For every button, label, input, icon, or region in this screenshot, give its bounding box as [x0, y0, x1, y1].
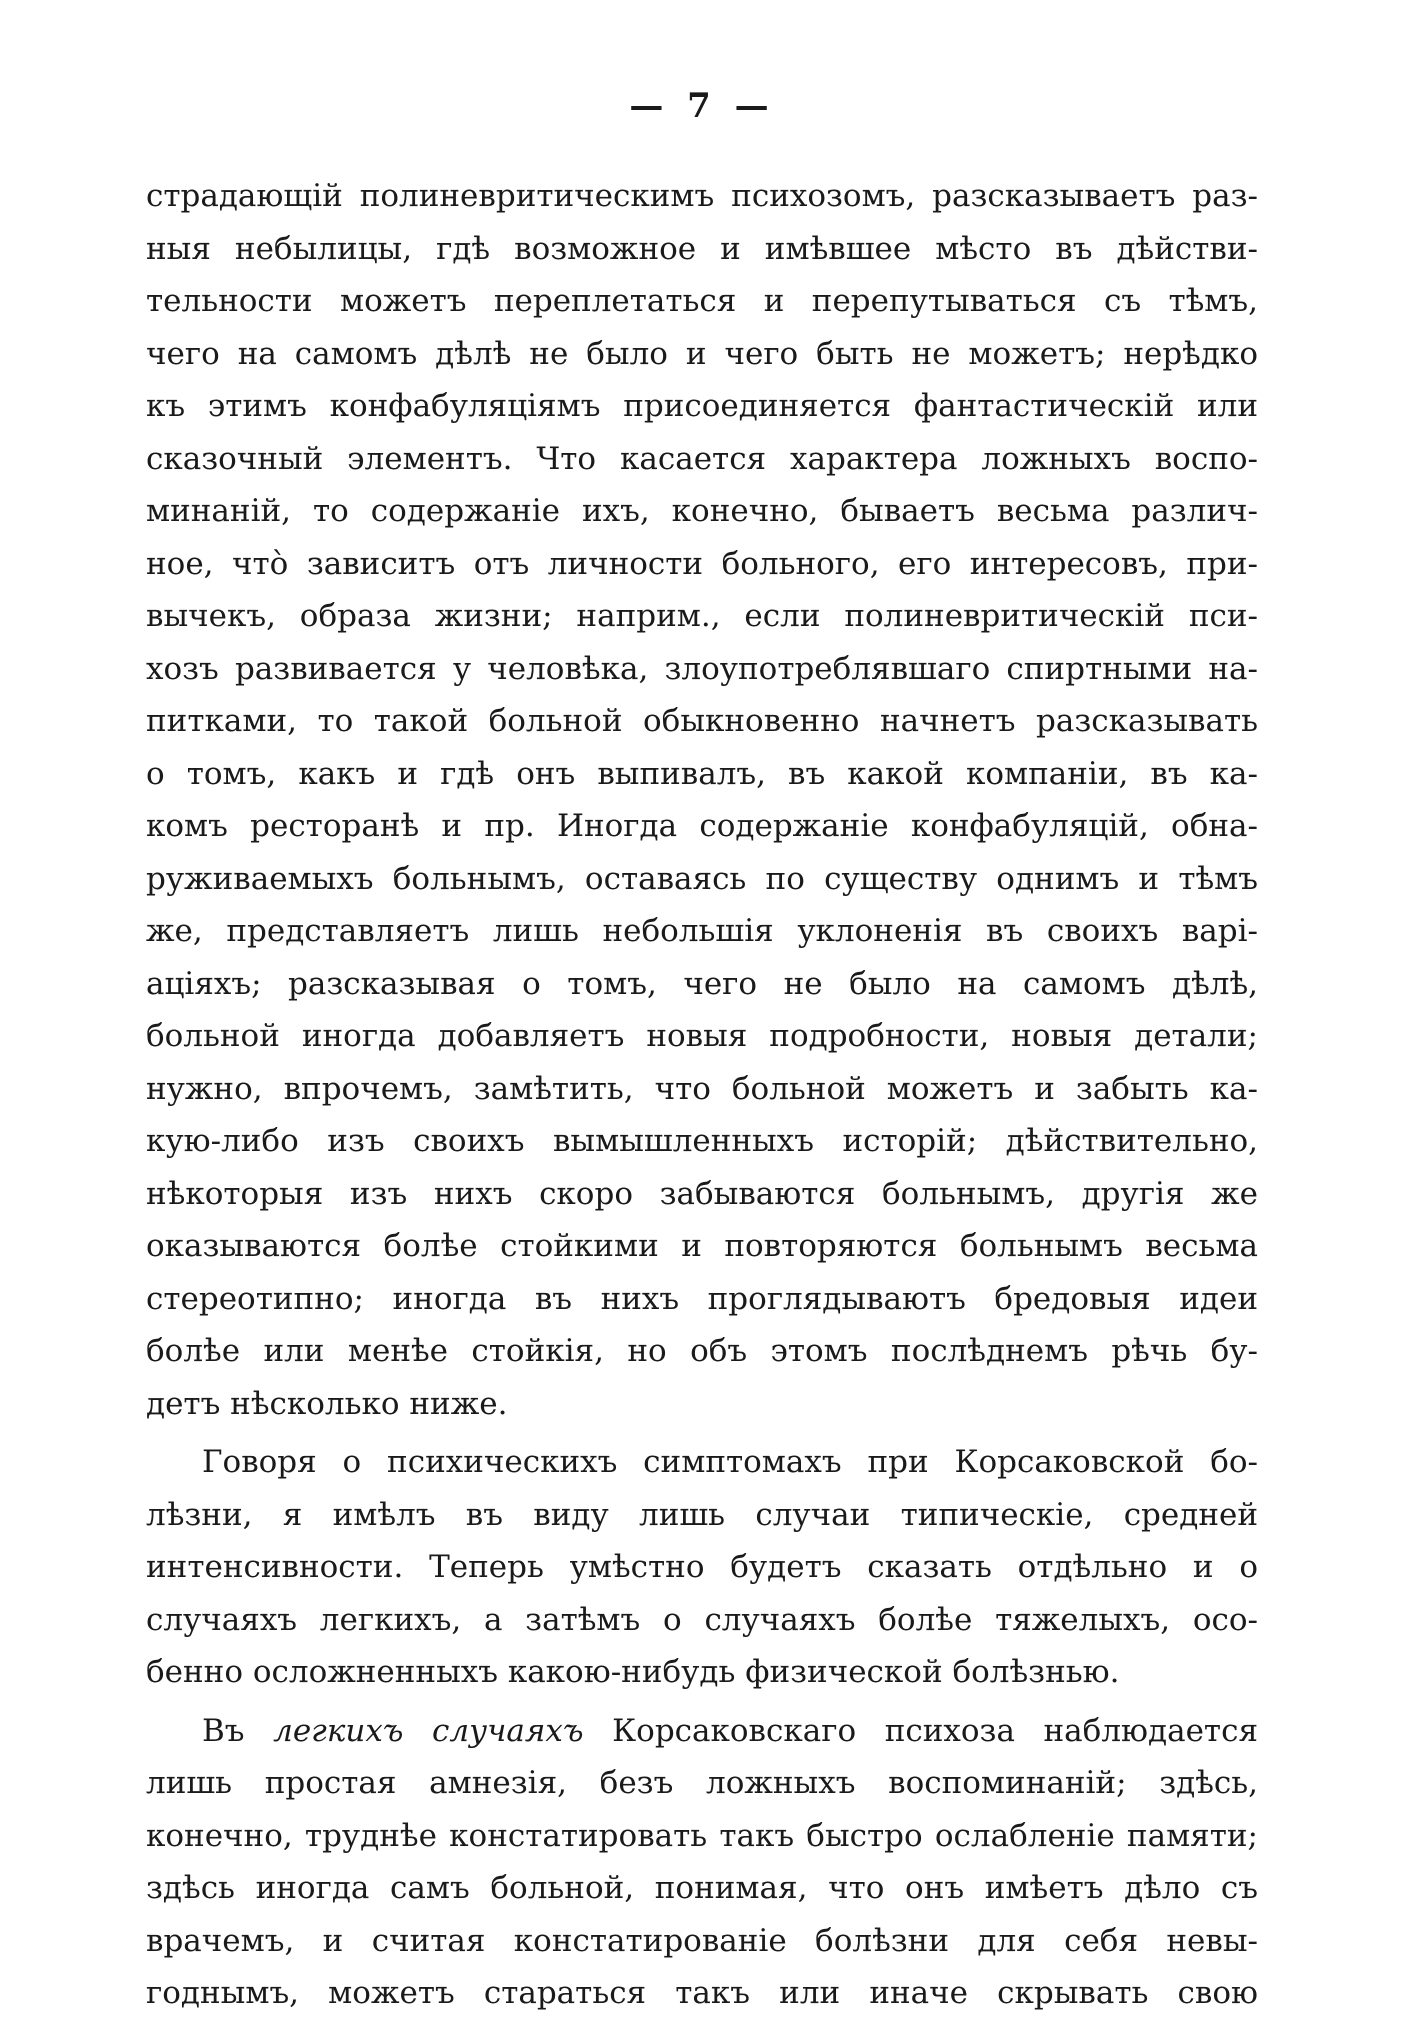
- text-line: годнымъ, можетъ стараться такъ или иначе скрывать свою: [146, 1975, 1258, 2011]
- text-segment: Въ: [202, 1712, 274, 1749]
- text-line: оказываются болѣе стойкими и повторяются больнымъ весьма: [146, 1228, 1258, 1264]
- text-line: лишь простая амнезія, безъ ложныхъ воспоминаній; здѣсь,: [146, 1765, 1258, 1801]
- text-line: конечно, труднѣе констатировать такъ быстро ослабленіе памяти;: [146, 1817, 1258, 1854]
- text-line: детъ нѣсколько ниже.: [146, 1385, 508, 1422]
- text-line: случаяхъ легкихъ, а затѣмъ о случаяхъ болѣе тяжелыхъ, осо-: [146, 1601, 1258, 1638]
- text-line: лѣзни, я имѣлъ въ виду лишь случаи типическіе, средней: [146, 1496, 1258, 1533]
- text-line: комъ ресторанѣ и пр. Иногда содержаніе конфабуляцій, обна-: [146, 808, 1258, 844]
- text-line: ныя небылицы, гдѣ возможное и имѣвшее мѣсто въ дѣйстви-: [146, 230, 1258, 267]
- text-line: [146, 1705, 1258, 1758]
- text-line: болѣе или менѣе стойкія, но объ этомъ послѣднемъ рѣчь бу-: [146, 1333, 1258, 1369]
- text-line: вычекъ, образа жизни; наприм., если полиневритическій пси-: [146, 598, 1258, 634]
- paragraph-3: [146, 1705, 1258, 2020]
- text-line: руживаемыхъ больнымъ, оставаясь по существу однимъ и тѣмъ: [146, 860, 1258, 897]
- page-number: — 7 —: [629, 86, 775, 126]
- text-line: врачемъ, и считая констатированіе болѣзни для себя невы-: [146, 1922, 1258, 1959]
- text-line: о томъ, какъ и гдѣ онъ выпивалъ, въ какой компаніи, въ ка-: [146, 755, 1258, 792]
- paragraph-1: [146, 170, 1258, 1430]
- text-line: здѣсь иногда самъ больной, понимая, что онъ имѣетъ дѣло съ: [146, 1870, 1258, 1906]
- text-line: нѣкоторыя изъ нихъ скоро забываются больнымъ, другія же: [146, 1175, 1258, 1212]
- text-line: минаній, то содержаніе ихъ, конечно, бываетъ весьма различ-: [146, 493, 1258, 529]
- text-line: же, представляетъ лишь небольшія уклоненія въ своихъ варі-: [146, 913, 1258, 949]
- text-line: ное, чтò зависитъ отъ личности больного, его интересовъ, при-: [146, 545, 1258, 582]
- text-line: интенсивности. Теперь умѣстно будетъ сказать отдѣльно и о: [146, 1549, 1258, 1585]
- text-line: аціяхъ; разсказывая о томъ, чего не было на самомъ дѣлѣ,: [146, 965, 1258, 1002]
- text-line: сказочный элементъ. Что касается характера ложныхъ воспо-: [146, 440, 1258, 477]
- text-line: страдающій полиневритическимъ психозомъ, разсказываетъ раз-: [146, 178, 1258, 214]
- text-segment: Корсаковскаго психоза наблюдается: [583, 1712, 1258, 1749]
- text-line: больной иногда добавляетъ новыя подробности, новыя детали;: [146, 1018, 1258, 1054]
- text-line: чего на самомъ дѣлѣ не было и чего быть не можетъ; нерѣдко: [146, 335, 1258, 372]
- text-line: тельности можетъ переплетаться и перепутываться съ тѣмъ,: [146, 283, 1258, 319]
- body-text: [146, 170, 1258, 2026]
- text-line: къ этимъ конфабуляціямъ присоединяется фантастическій или: [146, 388, 1258, 424]
- paragraph-2: [146, 1436, 1258, 1699]
- text-line: кую-либо изъ своихъ вымышленныхъ исторій; дѣйствительно,: [146, 1123, 1258, 1159]
- text-line: хозъ развивается у человѣка, злоупотреблявшаго спиртными на-: [146, 650, 1258, 687]
- text-line: питками, то такой больной обыкновенно начнетъ разсказывать: [146, 703, 1258, 739]
- text-line: нужно, впрочемъ, замѣтить, что больной можетъ и забыть ка-: [146, 1070, 1258, 1107]
- italic-emphasis: легкихъ случаяхъ: [273, 1712, 584, 1749]
- text-line: Говоря о психическихъ симптомахъ при Корсаковской бо-: [202, 1444, 1258, 1480]
- text-line: бенно осложненныхъ какою-нибудь физической болѣзнью.: [146, 1654, 1120, 1690]
- text-line: стереотипно; иногда въ нихъ проглядываютъ бредовыя идеи: [146, 1280, 1258, 1317]
